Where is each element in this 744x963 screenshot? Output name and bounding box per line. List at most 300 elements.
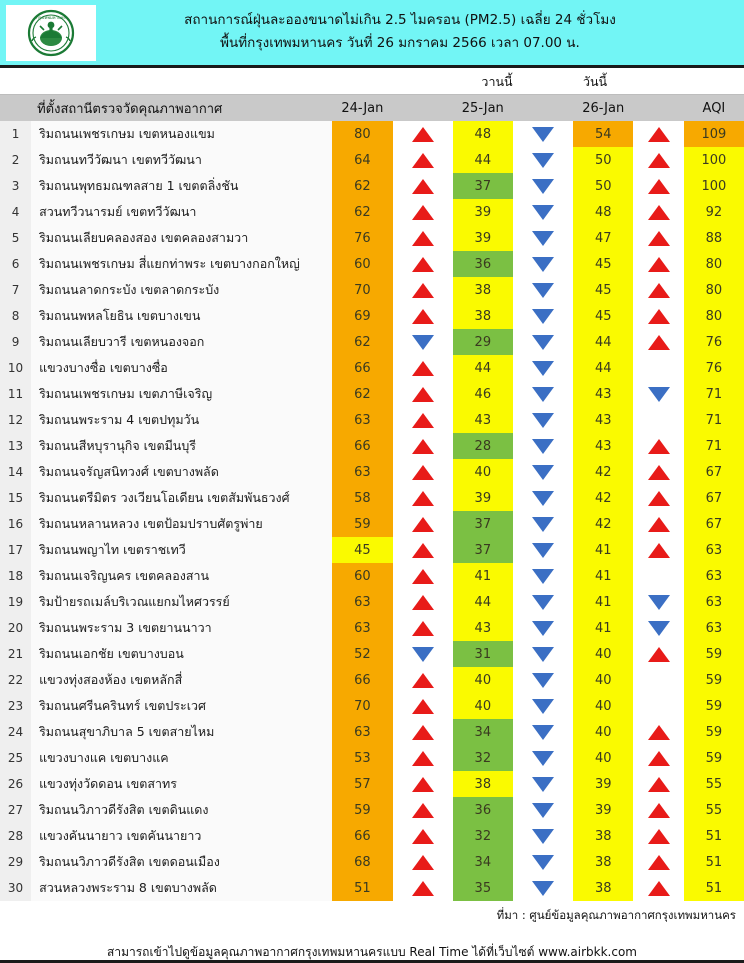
- trend2-down-icon: [532, 803, 554, 818]
- value-aqi: 92: [684, 199, 744, 225]
- value-day2: 32: [453, 745, 513, 771]
- colhead-trend2: [513, 95, 573, 121]
- value-day3: 38: [573, 849, 633, 875]
- trend-day1: [393, 615, 453, 641]
- trend-day1: [393, 225, 453, 251]
- trend-day3: [633, 563, 683, 589]
- station-name: ริมถนนตรีมิตร วงเวียนโอเดียน เขตสัมพันธวงศ์: [31, 485, 332, 511]
- trend-day3: [633, 537, 683, 563]
- trend1-up-icon: [412, 829, 434, 844]
- trend-day1: [393, 511, 453, 537]
- table-row: [0, 693, 744, 719]
- value-day3: 40: [573, 693, 633, 719]
- trend1-up-icon: [412, 257, 434, 272]
- trend3-up-icon: [648, 491, 670, 506]
- trend-day2: [513, 485, 573, 511]
- value-day2: 39: [453, 225, 513, 251]
- value-day1: 59: [332, 511, 392, 537]
- trend-day3: [633, 251, 683, 277]
- value-day3: 54: [573, 121, 633, 147]
- table-row: [0, 745, 744, 771]
- trend-day1: [393, 823, 453, 849]
- trend-day1: [393, 849, 453, 875]
- row-number: 16: [0, 511, 31, 537]
- value-day2: 43: [453, 407, 513, 433]
- value-day2: 40: [453, 667, 513, 693]
- table-row: [0, 329, 744, 355]
- trend-day1: [393, 485, 453, 511]
- trend1-up-icon: [412, 361, 434, 376]
- trend1-up-icon: [412, 881, 434, 896]
- trend-day1: [393, 381, 453, 407]
- table-row: [0, 563, 744, 589]
- trend3-up-icon: [648, 153, 670, 168]
- row-number: 23: [0, 693, 31, 719]
- value-day1: 66: [332, 667, 392, 693]
- station-name: ริมถนนสุขาภิบาล 5 เขตสายไหม: [31, 719, 332, 745]
- trend-day2: [513, 329, 573, 355]
- trend3-up-icon: [648, 803, 670, 818]
- row-number: 21: [0, 641, 31, 667]
- value-day3: 41: [573, 537, 633, 563]
- value-aqi: 59: [684, 667, 744, 693]
- value-day2: 32: [453, 823, 513, 849]
- value-day1: 66: [332, 823, 392, 849]
- trend1-up-icon: [412, 179, 434, 194]
- row-number: 18: [0, 563, 31, 589]
- trend1-up-icon: [412, 465, 434, 480]
- row-number: 3: [0, 173, 31, 199]
- report-subtitle: พื้นที่กรุงเทพมหานคร วันที่ 26 มกราคม 2566 เวลา 07.00 น.: [220, 35, 580, 51]
- value-day1: 62: [332, 173, 392, 199]
- value-day2: 36: [453, 251, 513, 277]
- station-name: ริมถนนศรีนครินทร์ เขตประเวศ: [31, 693, 332, 719]
- value-day3: 39: [573, 797, 633, 823]
- value-aqi: 51: [684, 875, 744, 901]
- table-row: [0, 615, 744, 641]
- trend2-down-icon: [532, 569, 554, 584]
- value-day1: 69: [332, 303, 392, 329]
- trend-day2: [513, 225, 573, 251]
- trend2-down-icon: [532, 621, 554, 636]
- value-aqi: 63: [684, 537, 744, 563]
- trend-day2: [513, 355, 573, 381]
- value-day2: 44: [453, 355, 513, 381]
- table-row: [0, 277, 744, 303]
- value-day2: 37: [453, 173, 513, 199]
- trend-day1: [393, 121, 453, 147]
- value-day2: 29: [453, 329, 513, 355]
- colhead-trend3: [633, 95, 684, 121]
- row-number: 13: [0, 433, 31, 459]
- value-aqi: 88: [684, 225, 744, 251]
- value-day1: 63: [332, 459, 392, 485]
- trend-day2: [513, 771, 573, 797]
- trend-day3: [633, 615, 683, 641]
- value-aqi: 59: [684, 693, 744, 719]
- trend-day3: [633, 875, 683, 901]
- trend-day3: [633, 771, 683, 797]
- trend1-up-icon: [412, 595, 434, 610]
- station-name: ริมถนนเอกชัย เขตบางบอน: [31, 641, 332, 667]
- station-name: ริมถนนพุทธมณฑลสาย 1 เขตตลิ่งชัน: [31, 173, 332, 199]
- value-day3: 43: [573, 381, 633, 407]
- trend3-up-icon: [648, 751, 670, 766]
- trend-day3: [633, 173, 683, 199]
- trend-day1: [393, 641, 453, 667]
- value-day2: 38: [453, 277, 513, 303]
- trend-day3: [633, 511, 683, 537]
- trend-day2: [513, 381, 573, 407]
- report-header: [0, 0, 744, 68]
- colhead-aqi: AQI: [702, 100, 726, 116]
- value-aqi: 100: [684, 173, 744, 199]
- row-number: 27: [0, 797, 31, 823]
- trend-day1: [393, 433, 453, 459]
- trend-day1: [393, 303, 453, 329]
- trend-day2: [513, 745, 573, 771]
- trend-day1: [393, 147, 453, 173]
- trend-day1: [393, 771, 453, 797]
- row-number: 22: [0, 667, 31, 693]
- trend3-up-icon: [648, 283, 670, 298]
- trend-day2: [513, 173, 573, 199]
- trend3-up-icon: [648, 231, 670, 246]
- value-day2: 48: [453, 121, 513, 147]
- station-name: ริมถนนจรัญสนิทวงศ์ เขตบางพลัด: [31, 459, 332, 485]
- trend-day2: [513, 147, 573, 173]
- value-day1: 63: [332, 719, 392, 745]
- table-row: [0, 173, 744, 199]
- trend2-down-icon: [532, 751, 554, 766]
- trend3-up-icon: [648, 647, 670, 662]
- day-label-row: [0, 68, 744, 94]
- trend1-up-icon: [412, 621, 434, 636]
- trend2-down-icon: [532, 127, 554, 142]
- trend3-up-icon: [648, 517, 670, 532]
- trend2-down-icon: [532, 309, 554, 324]
- trend-day2: [513, 641, 573, 667]
- value-day1: 68: [332, 849, 392, 875]
- value-aqi: 80: [684, 277, 744, 303]
- value-day2: 37: [453, 537, 513, 563]
- trend-day2: [513, 303, 573, 329]
- row-number: 28: [0, 823, 31, 849]
- row-number: 29: [0, 849, 31, 875]
- row-number: 15: [0, 485, 31, 511]
- value-day1: 64: [332, 147, 392, 173]
- trend3-up-icon: [648, 179, 670, 194]
- value-aqi: 80: [684, 303, 744, 329]
- value-day1: 60: [332, 251, 392, 277]
- trend1-up-icon: [412, 153, 434, 168]
- trend-day1: [393, 407, 453, 433]
- trend-day1: [393, 719, 453, 745]
- trend-day1: [393, 277, 453, 303]
- trend-day3: [633, 121, 683, 147]
- value-day1: 60: [332, 563, 392, 589]
- value-day2: 40: [453, 693, 513, 719]
- trend3-up-icon: [648, 127, 670, 142]
- table-row: [0, 797, 744, 823]
- station-name: แขวงทุ่งสองห้อง เขตหลักสี่: [31, 667, 332, 693]
- value-aqi: 59: [684, 719, 744, 745]
- value-aqi: 67: [684, 511, 744, 537]
- trend1-down-icon: [412, 335, 434, 350]
- value-aqi: 67: [684, 459, 744, 485]
- trend-day3: [633, 381, 683, 407]
- value-aqi: 67: [684, 485, 744, 511]
- row-number: 26: [0, 771, 31, 797]
- value-aqi: 63: [684, 563, 744, 589]
- value-day3: 41: [573, 589, 633, 615]
- trend3-up-icon: [648, 725, 670, 740]
- table-row: [0, 537, 744, 563]
- label-yesterday: วานนี้: [481, 74, 513, 89]
- report-footer: [0, 901, 744, 962]
- trend2-down-icon: [532, 439, 554, 454]
- value-day1: 63: [332, 407, 392, 433]
- trend-day1: [393, 173, 453, 199]
- trend-day1: [393, 251, 453, 277]
- value-day2: 44: [453, 147, 513, 173]
- trend1-up-icon: [412, 855, 434, 870]
- trend-day3: [633, 147, 683, 173]
- value-aqi: 55: [684, 771, 744, 797]
- value-day1: 52: [332, 641, 392, 667]
- station-name: แขวงบางแค เขตบางแค: [31, 745, 332, 771]
- value-day1: 62: [332, 329, 392, 355]
- value-day1: 80: [332, 121, 392, 147]
- station-name: ริมถนนพญาไท เขตราชเทวี: [31, 537, 332, 563]
- trend1-up-icon: [412, 569, 434, 584]
- trend1-up-icon: [412, 725, 434, 740]
- trend-day3: [633, 303, 683, 329]
- trend-day2: [513, 121, 573, 147]
- station-name: ริมถนนพระราม 4 เขตปทุมวัน: [31, 407, 332, 433]
- row-number: 8: [0, 303, 31, 329]
- row-number: 9: [0, 329, 31, 355]
- trend-day1: [393, 329, 453, 355]
- trend2-down-icon: [532, 881, 554, 896]
- colhead-day3: 26-Jan: [582, 100, 625, 116]
- trend2-down-icon: [532, 595, 554, 610]
- station-name: ริมป้ายรถเมล์บริเวณแยกมไหศวรรย์: [31, 589, 332, 615]
- value-aqi: 80: [684, 251, 744, 277]
- value-day2: 41: [453, 563, 513, 589]
- value-day3: 42: [573, 511, 633, 537]
- row-number: 6: [0, 251, 31, 277]
- trend-day2: [513, 693, 573, 719]
- trend-day3: [633, 407, 683, 433]
- table-row: [0, 381, 744, 407]
- trend-day3: [633, 459, 683, 485]
- value-day2: 36: [453, 797, 513, 823]
- station-name: ริมถนนเลียบวารี เขตหนองจอก: [31, 329, 332, 355]
- trend-day1: [393, 563, 453, 589]
- trend-day2: [513, 849, 573, 875]
- value-aqi: 55: [684, 797, 744, 823]
- value-day3: 45: [573, 277, 633, 303]
- trend3-up-icon: [648, 335, 670, 350]
- table-row: [0, 303, 744, 329]
- table-row: [0, 121, 744, 147]
- bma-seal-icon: [20, 8, 82, 58]
- value-day3: 41: [573, 563, 633, 589]
- row-number: 4: [0, 199, 31, 225]
- station-name: ริมถนนเพชรเกษม สี่แยกท่าพระ เขตบางกอกใหญ่: [31, 251, 332, 277]
- value-day1: 62: [332, 381, 392, 407]
- value-aqi: 51: [684, 849, 744, 875]
- trend1-down-icon: [412, 647, 434, 662]
- trend-day3: [633, 277, 683, 303]
- value-aqi: 63: [684, 589, 744, 615]
- value-day2: 37: [453, 511, 513, 537]
- trend-day3: [633, 849, 683, 875]
- station-name: แขวงทุ่งวัดดอน เขตสาทร: [31, 771, 332, 797]
- value-day1: 51: [332, 875, 392, 901]
- table-row: [0, 641, 744, 667]
- trend1-up-icon: [412, 699, 434, 714]
- trend3-up-icon: [648, 309, 670, 324]
- trend3-up-icon: [648, 829, 670, 844]
- table-row: [0, 667, 744, 693]
- table-row: [0, 485, 744, 511]
- value-day2: 35: [453, 875, 513, 901]
- value-day3: 42: [573, 485, 633, 511]
- trend-day3: [633, 745, 683, 771]
- label-today: วันนี้: [582, 74, 608, 89]
- colhead-day2: 25-Jan: [461, 100, 504, 116]
- trend1-up-icon: [412, 517, 434, 532]
- trend-day1: [393, 745, 453, 771]
- value-day3: 38: [573, 823, 633, 849]
- trend1-up-icon: [412, 283, 434, 298]
- trend3-up-icon: [648, 257, 670, 272]
- trend-day2: [513, 667, 573, 693]
- trend-day3: [633, 355, 683, 381]
- trend-day2: [513, 433, 573, 459]
- trend2-down-icon: [532, 335, 554, 350]
- trend2-down-icon: [532, 361, 554, 376]
- trend-day3: [633, 719, 683, 745]
- row-number: 24: [0, 719, 31, 745]
- trend1-up-icon: [412, 543, 434, 558]
- table-row: [0, 147, 744, 173]
- station-name: ริมถนนสีหบุรานุกิจ เขตมีนบุรี: [31, 433, 332, 459]
- trend-day3: [633, 433, 683, 459]
- table-row: [0, 251, 744, 277]
- trend2-down-icon: [532, 517, 554, 532]
- station-name: ริมถนนเพชรเกษม เขตหนองแขม: [31, 121, 332, 147]
- station-name: แขวงบางซื่อ เขตบางซื่อ: [31, 355, 332, 381]
- row-number: 17: [0, 537, 31, 563]
- station-name: สวนทวีวนารมย์ เขตทวีวัฒนา: [31, 199, 332, 225]
- trend-day3: [633, 823, 683, 849]
- table-row: [0, 849, 744, 875]
- trend2-down-icon: [532, 491, 554, 506]
- table-column-header: [0, 94, 744, 121]
- value-day1: 66: [332, 355, 392, 381]
- station-name: ริมถนนพหลโยธิน เขตบางเขน: [31, 303, 332, 329]
- trend2-down-icon: [532, 725, 554, 740]
- trend2-down-icon: [532, 205, 554, 220]
- trend2-down-icon: [532, 179, 554, 194]
- row-number: 12: [0, 407, 31, 433]
- trend-day2: [513, 589, 573, 615]
- trend3-up-icon: [648, 465, 670, 480]
- row-number: 10: [0, 355, 31, 381]
- row-number: 5: [0, 225, 31, 251]
- station-name: ริมถนนเจริญนคร เขตคลองสาน: [31, 563, 332, 589]
- table-row: [0, 433, 744, 459]
- row-number: 11: [0, 381, 31, 407]
- trend-day2: [513, 875, 573, 901]
- value-day3: 50: [573, 147, 633, 173]
- value-day3: 44: [573, 355, 633, 381]
- table-row: [0, 511, 744, 537]
- trend-day1: [393, 355, 453, 381]
- trend-day2: [513, 511, 573, 537]
- trend-day1: [393, 537, 453, 563]
- value-day1: 70: [332, 693, 392, 719]
- trend2-down-icon: [532, 465, 554, 480]
- value-day3: 40: [573, 745, 633, 771]
- value-day2: 31: [453, 641, 513, 667]
- table-row: [0, 771, 744, 797]
- value-day2: 44: [453, 589, 513, 615]
- value-day3: 50: [573, 173, 633, 199]
- station-name: ริมถนนเลียบคลองสอง เขตคลองสามวา: [31, 225, 332, 251]
- trend3-down-icon: [648, 387, 670, 402]
- colhead-trend1: [392, 95, 452, 121]
- value-day3: 45: [573, 303, 633, 329]
- trend2-down-icon: [532, 387, 554, 402]
- bma-logo: [6, 5, 96, 61]
- trend-day3: [633, 693, 683, 719]
- trend2-down-icon: [532, 153, 554, 168]
- trend-day2: [513, 251, 573, 277]
- trend2-down-icon: [532, 413, 554, 428]
- trend2-down-icon: [532, 699, 554, 714]
- trend-day2: [513, 719, 573, 745]
- colhead-station: ที่ตั้งสถานีตรวจวัดคุณภาพอากาศ: [37, 101, 223, 117]
- value-day2: 43: [453, 615, 513, 641]
- value-day1: 58: [332, 485, 392, 511]
- trend1-up-icon: [412, 127, 434, 142]
- value-aqi: 71: [684, 381, 744, 407]
- table-row: [0, 199, 744, 225]
- value-day1: 62: [332, 199, 392, 225]
- trend1-up-icon: [412, 439, 434, 454]
- value-day3: 38: [573, 875, 633, 901]
- table-row: [0, 823, 744, 849]
- footer-source: ที่มา : ศูนย์ข้อมูลคุณภาพอากาศกรุงเทพมหานคร: [496, 908, 736, 922]
- trend2-down-icon: [532, 829, 554, 844]
- value-day3: 45: [573, 251, 633, 277]
- value-day2: 34: [453, 849, 513, 875]
- trend-day2: [513, 459, 573, 485]
- value-aqi: 51: [684, 823, 744, 849]
- trend-day3: [633, 199, 683, 225]
- trend-day3: [633, 329, 683, 355]
- table-row: [0, 719, 744, 745]
- trend1-up-icon: [412, 491, 434, 506]
- value-day3: 42: [573, 459, 633, 485]
- trend3-up-icon: [648, 205, 670, 220]
- table-row: [0, 407, 744, 433]
- trend-day3: [633, 589, 683, 615]
